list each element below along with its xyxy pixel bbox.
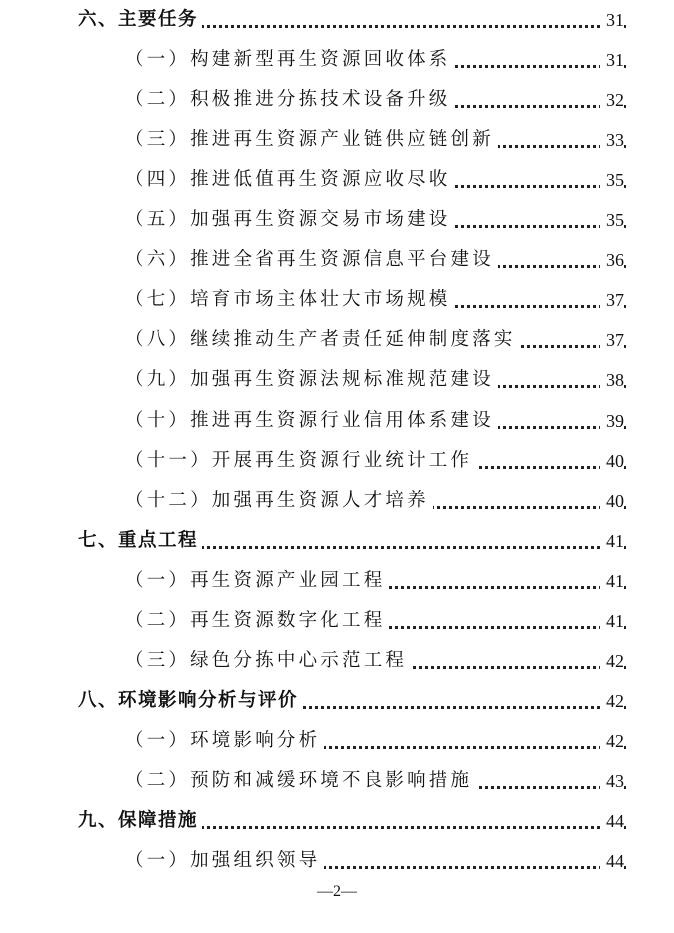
toc-entry-title: （一）构建新型再生资源回收体系 — [125, 43, 455, 77]
toc-entry-title: 七、重点工程 — [78, 524, 202, 558]
toc-section-entry[interactable] — [0, 163, 674, 197]
page-number: —2— — [317, 883, 357, 900]
toc-page-number: 35 — [600, 203, 624, 237]
toc-entry-title: （四）推进低值再生资源应收尽收 — [125, 163, 455, 197]
toc-chapter-entry[interactable] — [0, 3, 674, 37]
toc-entry-title: （十）推进再生资源行业信用体系建设 — [125, 404, 498, 438]
toc-section-entry[interactable] — [0, 243, 674, 277]
toc-entry-title: （六）推进全省再生资源信息平台建设 — [125, 243, 498, 277]
toc-section-entry[interactable] — [0, 604, 674, 638]
toc-entry-title: （十二）加强再生资源人才培养 — [125, 484, 433, 518]
toc-page-number: 42 — [600, 684, 624, 718]
toc-page-number: 42 — [600, 644, 624, 678]
toc-entry-title: （一）加强组织领导 — [125, 844, 324, 878]
toc-page-number: 36 — [600, 243, 624, 277]
toc-section-entry[interactable] — [0, 83, 674, 117]
toc-chapter-entry[interactable] — [0, 524, 674, 558]
toc-entry-title: 八、环境影响分析与评价 — [78, 684, 302, 718]
toc-section-entry[interactable] — [0, 644, 674, 678]
toc-page-number: 41 — [600, 524, 624, 558]
toc-section-entry[interactable] — [0, 844, 674, 878]
toc-entry-title: （二）再生资源数字化工程 — [125, 604, 389, 638]
toc-page-number: 35 — [600, 163, 624, 197]
toc-chapter-entry[interactable] — [0, 804, 674, 838]
toc-page-number: 41 — [600, 604, 624, 638]
toc-section-entry[interactable] — [0, 404, 674, 438]
toc-entry-title: （九）加强再生资源法规标准规范建设 — [125, 363, 498, 397]
toc-section-entry[interactable] — [0, 323, 674, 357]
toc-page-number: 37 — [600, 283, 624, 317]
toc-section-entry[interactable] — [0, 283, 674, 317]
toc-section-entry[interactable] — [0, 764, 674, 798]
toc-entry-title: 九、保障措施 — [78, 804, 202, 838]
toc-page-number: 31 — [600, 3, 624, 37]
toc-section-entry[interactable] — [0, 724, 674, 758]
toc-page-number: 32 — [600, 83, 624, 117]
toc-entry-title: （一）再生资源产业园工程 — [125, 564, 389, 598]
toc-entry-title: （一）环境影响分析 — [125, 724, 324, 758]
toc-entry-title: （八）继续推动生产者责任延伸制度落实 — [125, 323, 520, 357]
toc-entry-title: （七）培育市场主体壮大市场规模 — [125, 283, 455, 317]
toc-page-number: 31 — [600, 43, 624, 77]
toc-section-entry[interactable] — [0, 123, 674, 157]
toc-entry-title: （五）加强再生资源交易市场建设 — [125, 203, 455, 237]
toc-page-number: 42 — [600, 724, 624, 758]
toc-page-number: 44 — [600, 844, 624, 878]
toc-page-number: 43 — [600, 764, 624, 798]
toc-page-number: 37 — [600, 323, 624, 357]
toc-entry-title: （三）绿色分拣中心示范工程 — [125, 644, 411, 678]
toc-entry-title: （三）推进再生资源产业链供应链创新 — [125, 123, 498, 157]
toc-entry-title: （二）积极推进分拣技术设备升级 — [125, 83, 455, 117]
toc-section-entry[interactable] — [0, 484, 674, 518]
toc-entry-title: （二）预防和减缓环境不良影响措施 — [125, 764, 476, 798]
toc-section-entry[interactable] — [0, 43, 674, 77]
toc-section-entry[interactable] — [0, 444, 674, 478]
toc-entry-title: 六、主要任务 — [78, 3, 202, 37]
toc-page-number: 39 — [600, 404, 624, 438]
toc-section-entry[interactable] — [0, 363, 674, 397]
toc-section-entry[interactable] — [0, 203, 674, 237]
toc-section-entry[interactable] — [0, 564, 674, 598]
toc-page-number: 38 — [600, 363, 624, 397]
toc-page-number: 33 — [600, 123, 624, 157]
toc-page-number: 40 — [600, 484, 624, 518]
toc-page-number: 44 — [600, 804, 624, 838]
toc-entry-title: （十一）开展再生资源行业统计工作 — [125, 444, 476, 478]
toc-chapter-entry[interactable] — [0, 684, 674, 718]
toc-page-number: 40 — [600, 444, 624, 478]
toc-page-number: 41 — [600, 564, 624, 598]
